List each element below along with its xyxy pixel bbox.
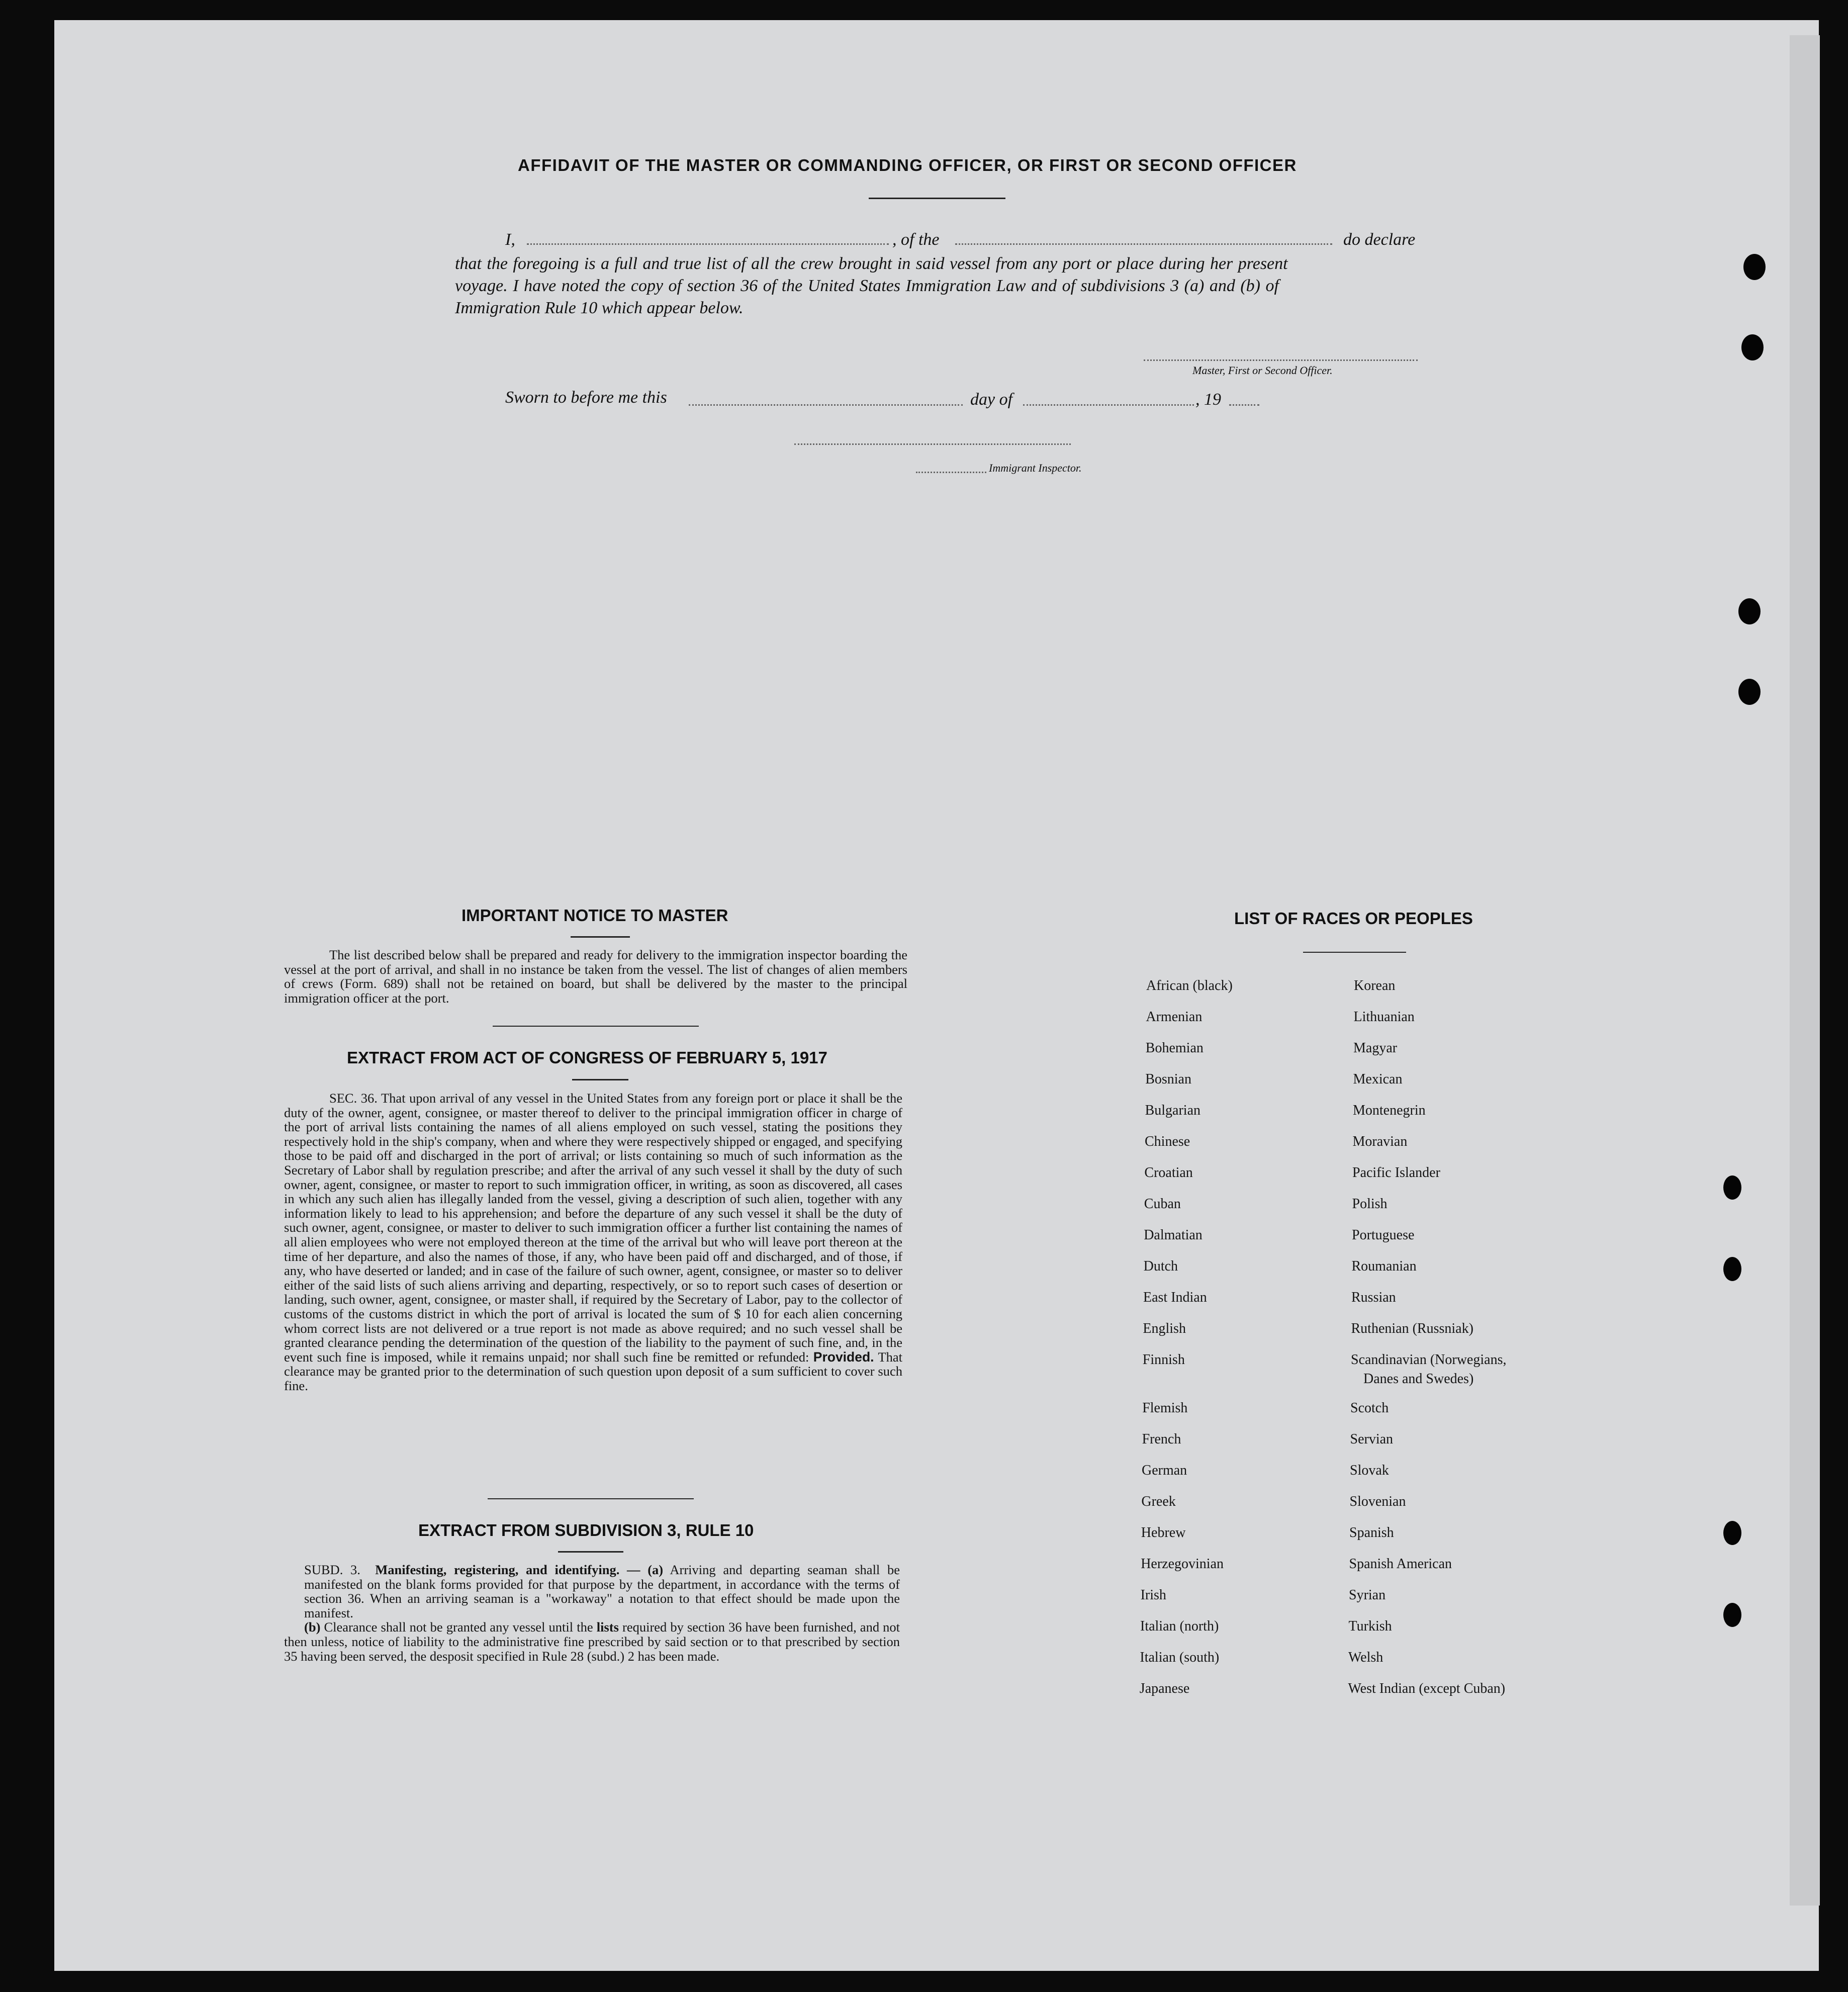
race-item: French [1142,1431,1181,1447]
race-item: Russian [1351,1290,1396,1305]
race-item: Ruthenian (Russniak) [1351,1321,1473,1336]
subd-prefix: SUBD. 3. [304,1562,360,1577]
race-item: West Indian (except Cuban) [1348,1681,1506,1696]
section-divider [493,1026,699,1027]
race-item: Korean [1354,978,1396,993]
race-item: Greek [1141,1494,1176,1509]
section-divider [488,1498,694,1499]
race-item: Italian (south) [1140,1650,1220,1665]
race-item: Turkish [1348,1618,1392,1634]
race-item: Mexican [1353,1071,1403,1087]
race-item: Bohemian [1145,1040,1204,1056]
race-item: Spanish [1349,1525,1394,1541]
inspector-label: Immigrant Inspector. [989,462,1082,474]
race-item: Montenegrin [1353,1103,1426,1118]
race-item: Slovak [1350,1463,1389,1478]
notice-title: IMPORTANT NOTICE TO MASTER [461,906,728,925]
race-item: Polish [1352,1196,1388,1212]
signature-label: Master, First or Second Officer. [1192,364,1333,377]
affidavit-line: Immigration Rule 10 which appear below. [455,299,744,317]
race-item: Moravian [1352,1134,1408,1149]
race-item: East Indian [1143,1290,1207,1305]
race-item: Dalmatian [1144,1227,1203,1243]
affidavit-line: voyage. I have noted the copy of section 36 of the United States Immigration Law and of subdivisions 3 (a) and (b) of [455,277,1279,295]
race-item: Lithuanian [1353,1009,1415,1025]
rule10-underline [558,1551,623,1553]
race-item: Scotch [1350,1400,1389,1416]
inspector-signature-blank [794,443,1071,445]
notice-underline [571,936,630,938]
race-item: German [1142,1463,1187,1478]
act-underline [572,1079,628,1080]
race-item: Syrian [1349,1587,1386,1603]
subd-a-text: Arriving and departing seaman shall be manifested on the blank forms provided for that purpose by the department, in accordance with the terms of section 36. When an arriving seaman is a "workaway" a notation to that effect should be made upon the manifest. [304,1562,900,1620]
race-item: African (black) [1146,978,1233,993]
sworn-day-blank [689,404,963,406]
subd-a-marker: — (a) [627,1562,664,1577]
rule10-paragraph [284,1563,900,1663]
subd-b-text2: required by section 36 have been furnished, and not then unless, notice of liability to the administrative fine prescribed by said section or to that prescribed by section 35 having been served, the desposit specified in Rule 28 (subd.) 2 has been made. [284,1619,900,1664]
year-blank [1229,404,1259,406]
race-item: Armenian [1146,1009,1203,1025]
race-item: Finnish [1142,1352,1185,1368]
races-underline [1303,952,1406,953]
inspector-prefix-blank [916,472,986,473]
race-item: Japanese [1139,1681,1190,1696]
race-item: Portuguese [1352,1227,1415,1243]
punch-hole [1741,334,1764,360]
subd-b-lists: lists [596,1619,619,1635]
signature-blank [1144,359,1418,361]
notice-paragraph [284,948,907,1005]
punch-hole [1723,1257,1741,1281]
punch-hole [1738,679,1761,705]
race-item: Danes and Swedes) [1363,1371,1474,1387]
race-item: Herzegovinian [1141,1556,1224,1572]
race-item: Cuban [1144,1196,1181,1212]
subd-heading: Manifesting, registering, and identifying. [375,1562,620,1577]
race-item: Magyar [1353,1040,1398,1056]
affidavit-title: AFFIDAVIT OF THE MASTER OR COMMANDING OFFICER, OR FIRST OR SECOND OFFICER [518,156,1297,174]
provided-word: Provided. [813,1349,874,1365]
name-blank [527,243,889,245]
punch-hole [1738,598,1761,624]
affidavit-do-declare: do declare [1343,230,1416,249]
vessel-blank [955,243,1332,245]
race-item: Pacific Islander [1352,1165,1440,1181]
race-item: Slovenian [1349,1494,1406,1509]
notice-text: The list described below shall be prepared and ready for delivery to the immigration inspector boarding the vessel at the port of arrival, and shall in no instance be taken from the vessel. The list of changes of alien members of crews (Form. 689) shall not be retained on board, but shall be delivered by the master to the principal immigration officer at the port. [284,947,907,1006]
race-item: Irish [1140,1587,1166,1603]
sworn-text: Sworn to before me this [505,388,667,407]
race-item: Italian (north) [1140,1618,1219,1634]
affidavit-i: I, [505,230,515,249]
race-item: Hebrew [1141,1525,1186,1541]
act-tail: That clearance may be granted prior to the determination of such question upon deposit of a sum sufficient to cover such fine. [284,1349,902,1393]
title-underline [869,198,1005,199]
races-title: LIST OF RACES OR PEOPLES [1234,909,1473,928]
race-item: Croatian [1144,1165,1193,1181]
act-title: EXTRACT FROM ACT OF CONGRESS OF FEBRUARY 5, 1917 [347,1048,827,1067]
race-item: Roumanian [1351,1258,1417,1274]
affidavit-of-the: , of the [892,230,940,249]
race-item: Scandinavian (Norwegians, [1351,1352,1507,1368]
race-item: Servian [1350,1431,1394,1447]
act-text: SEC. 36. That upon arrival of any vessel in the United States from any foreign port or place it shall be the duty of the owner, agent, consignee, or master thereof to deliver to the principal immigration officer in charge of the port of arrival lists containing the names of all aliens employed on such vessel, stating the positions they respectively hold in the ship's company, when and where they were respectively shipped or engaged, and specifying those to be paid off and discharged in the port of arrival; or lists containing so much of such information as the Secretary of Labor shall by regulation prescribe; and after the arrival of any such vessel it shall by the duty of such owner, agent, consignee, or master to report to such immigration officer, in writing, as soon as discovered, all cases in which any such alien has illegally landed from the vessel, giving a description of such alien, together with any information likely to lead to his apprehension; and before the departure of any such vessel it shall be the duty of such owner, agent, consignee, or master to deliver to such immigration officer a further list containing the names of all alien employees who were not employed thereon at the time of the arrival but who will leave port thereon at the time of her departure, and also the names of those, if any, who have been paid off and discharged, and of those, if any, who have deserted or landed; and in case of the failure of such owner, agent, consignee, or master so to deliver either of the said lists of such aliens arriving and departing, respectively, or so to report such cases of desertion or landing, such owner, agent, consignee, or master shall, if required by the Secretary of Labor, pay to the collector of customs of the customs district in which the port of arrival is located the sum of $ 10 for each alien concerning whom correct lists are not delivered or a true report is not made as above required; and no such vessel shall be granted clearance pending the determination of the question of the liability to the payment of such fine, and, in the event such fine is imposed, while it remains unpaid; nor shall such fine be remitted or refunded: [284,1091,902,1365]
race-item: Bosnian [1145,1071,1191,1087]
race-item: Dutch [1143,1258,1178,1274]
punch-hole [1723,1603,1741,1627]
act-paragraph [284,1091,902,1393]
month-blank [1023,404,1194,406]
race-item: Chinese [1145,1134,1190,1149]
punch-hole [1723,1521,1741,1545]
affidavit-line: that the foregoing is a full and true list of all the crew brought in said vessel from any port or place during her present [455,254,1288,273]
day-of-text: day of [970,390,1013,409]
race-item: Spanish American [1349,1556,1452,1572]
rule10-title: EXTRACT FROM SUBDIVISION 3, RULE 10 [418,1521,754,1540]
subd-b-text1: Clearance shall not be granted any vessel until the [324,1619,593,1635]
page-edge [1790,35,1820,1906]
punch-hole [1723,1175,1741,1200]
race-item: Flemish [1142,1400,1188,1416]
race-item: English [1143,1321,1186,1336]
race-item: Welsh [1348,1650,1383,1665]
subd-b-marker: (b) [304,1619,321,1635]
race-item: Bulgarian [1145,1103,1201,1118]
punch-hole [1743,254,1766,280]
year-text: , 19 [1195,390,1221,409]
